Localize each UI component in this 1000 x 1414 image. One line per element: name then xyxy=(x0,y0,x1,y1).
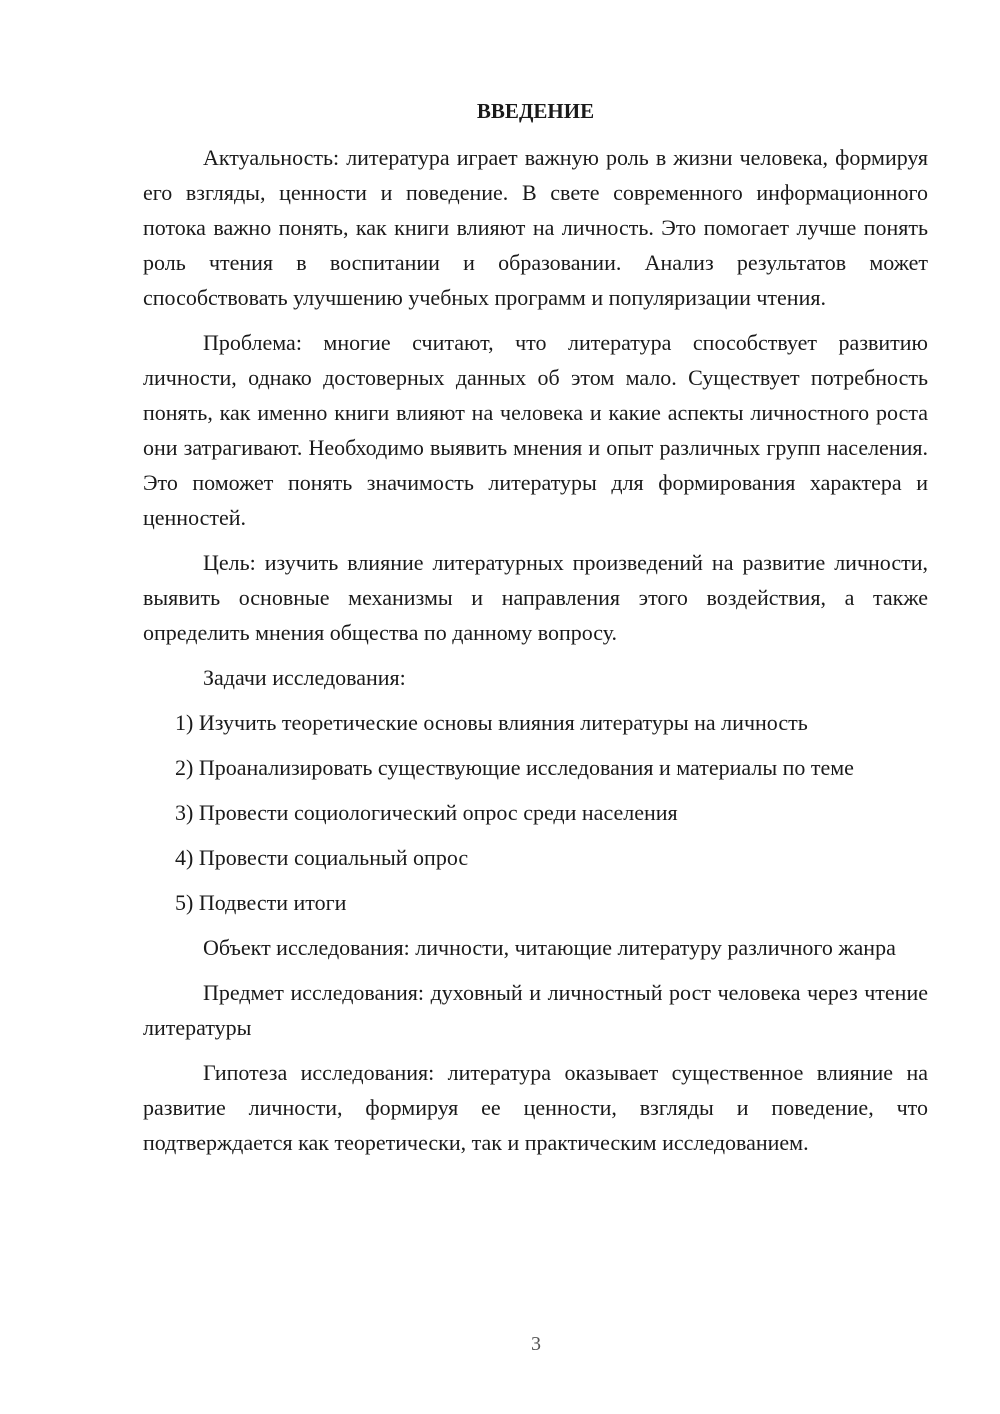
section-title: ВВЕДЕНИЕ xyxy=(476,99,595,123)
relevance-paragraph: Актуальность: литература играет важную роль в жизни человека, формируя его взгляды, ценности и поведение. В свете современного информационного потока важно понять, как книги влияют на личность. Это помогает лучше понять роль чтения в воспитании и образовании. Анализ результатов может способствовать улучшению учебных программ и популяризации чтения. xyxy=(143,145,928,310)
subject-paragraph: Предмет исследования: духовный и личностный рост человека через чтение литературы xyxy=(143,980,928,1040)
task-item-1: 1) Изучить теоретические основы влияния литературы на личность xyxy=(175,710,808,735)
tasks-heading: Задачи исследования: xyxy=(203,665,406,690)
document-body xyxy=(143,96,928,1170)
task-item-2: 2) Проанализировать существующие исследования и материалы по теме xyxy=(175,755,854,780)
task-item-4: 4) Провести социальный опрос xyxy=(175,845,469,870)
hypothesis-paragraph: Гипотеза исследования: литература оказывает существенное влияние на развитие личности, формируя ее ценности, взгляды и поведение, что подтверждается как теоретически, так и практическим исследованием. xyxy=(143,1060,928,1155)
task-item-3: 3) Провести социологический опрос среди населения xyxy=(175,800,678,825)
object-paragraph: Объект исследования: личности, читающие литературу различного жанра xyxy=(203,935,896,960)
page-number: 3 xyxy=(531,1333,541,1355)
task-item-5: 5) Подвести итоги xyxy=(175,890,347,915)
goal-paragraph: Цель: изучить влияние литературных произведений на развитие личности, выявить основные механизмы и направления этого воздействия, а также определить мнения общества по данному вопросу. xyxy=(143,550,928,645)
problem-paragraph: Проблема: многие считают, что литература способствует развитию личности, однако достоверных данных об этом мало. Существует потребность понять, как именно книги влияют на человека и какие аспекты личностного роста они затрагивают. Необходимо выявить мнения и опыт различных групп населения. Это поможет понять значимость литературы для формирования характера и ценностей. xyxy=(143,330,928,530)
